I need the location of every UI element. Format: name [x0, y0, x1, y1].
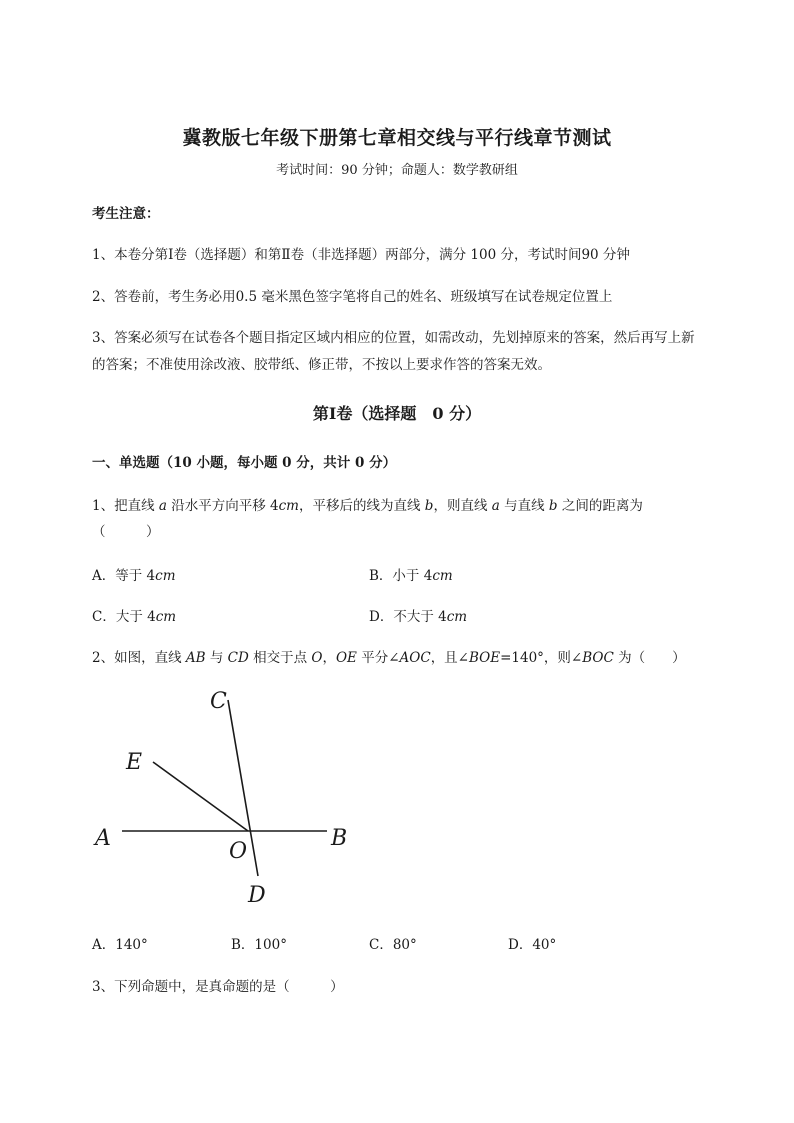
question-1-text: 1、把直线 a 沿水平方向平移 4cm，平移后的线为直线 b，则直线 a 与直线 b 之间的距离为	[92, 498, 643, 514]
question-1-option-b[interactable]: B．小于 4cm	[369, 568, 453, 584]
notice-item-3-continued: 的答案；不准使用涂改液、胶带纸、修正带，不按以上要求作答的答案无效。	[92, 357, 551, 373]
label-o: O	[229, 839, 248, 864]
notice-heading: 考生注意：	[92, 206, 160, 222]
part-title: 一、单选题（10 小题，每小题 0 分，共计 0 分）	[92, 455, 397, 471]
label-e: E	[126, 750, 143, 775]
label-a: A	[95, 826, 111, 851]
label-c: C	[210, 689, 227, 714]
question-1-option-c[interactable]: C．大于 4cm	[92, 609, 177, 625]
geometry-figure	[80, 680, 380, 920]
section-title: 第Ⅰ卷（选择题 0 分）	[312, 404, 482, 423]
question-2-option-c[interactable]: C．80°	[369, 937, 417, 953]
notice-item-2: 2、答卷前，考生务必用0.5 毫米黑色签字笔将自己的姓名、班级填写在试卷规定位置上	[92, 289, 613, 305]
question-1-option-d[interactable]: D．不大于 4cm	[369, 609, 468, 625]
question-2-text: 2、如图，直线 AB 与 CD 相交于点 O，OE 平分∠AOC，且∠BOE=140°，则∠BOC 为（ ）	[92, 650, 686, 666]
notice-item-3: 3、答案必须写在试卷各个题目指定区域内相应的位置，如需改动，先划掉原来的答案，然后再写上新	[92, 330, 695, 346]
exam-info: 考试时间：90 分钟；命题人：数学教研组	[276, 163, 518, 178]
label-d: D	[248, 883, 266, 908]
question-2-option-b[interactable]: B．100°	[231, 937, 287, 953]
page-title: 冀教版七年级下册第七章相交线与平行线章节测试	[182, 127, 612, 149]
question-2-option-a[interactable]: A．140°	[92, 937, 148, 953]
question-1-answer-blank: （ ）	[92, 524, 160, 540]
question-3-text: 3、下列命题中，是真命题的是（ ）	[92, 979, 344, 995]
question-2-option-d[interactable]: D．40°	[508, 937, 557, 953]
label-b: B	[331, 826, 348, 851]
notice-item-1: 1、本卷分第Ⅰ卷（选择题）和第Ⅱ卷（非选择题）两部分，满分 100 分，考试时间90 分钟	[92, 247, 630, 263]
ray-oe	[153, 762, 248, 831]
question-1-option-a[interactable]: A．等于 4cm	[92, 568, 176, 584]
